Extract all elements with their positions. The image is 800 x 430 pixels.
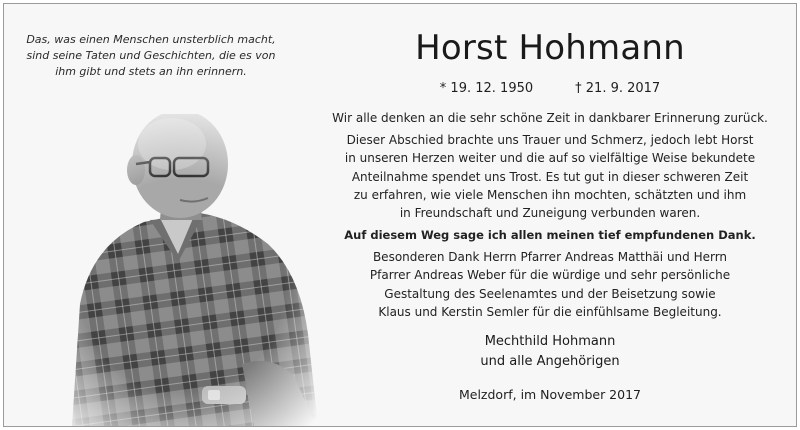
text-line: in unseren Herzen weiter und die auf so vielfältige Weise bekundete [344, 151, 756, 166]
signature-family: und alle Angehörigen [480, 354, 620, 370]
text-line: in Freundschaft und Zuneigung verbunden waren. [399, 206, 701, 221]
birth-date: * 19. 12. 1950 [439, 81, 534, 96]
portrait-photo [32, 114, 332, 426]
place-and-date: Melzdorf, im November 2017 [458, 387, 641, 403]
deceased-name: Horst Hohmann [415, 28, 685, 68]
text-line: Klaus und Kerstin Semler für die einfühlsame Begleitung. [378, 304, 722, 319]
quote-line: Das, was einen Menschen unsterblich macht, [26, 33, 276, 46]
obituary-card [3, 3, 797, 427]
text-line: Dieser Abschied brachte uns Trauer und Schmerz, jedoch lebt Horst [346, 133, 754, 148]
paragraph-remembrance [322, 109, 778, 127]
text-line: Anteilnahme spendet uns Trost. Es tut gut in dieser schweren Zeit [351, 169, 749, 184]
quote-line: ihm gibt und stets an ihn erinnern. [55, 65, 247, 78]
death-date: † 21. 9. 2017 [575, 81, 661, 96]
text-line: zu erfahren, wie viele Menschen ihn mochten, schätzten und ihm [353, 187, 747, 202]
signature-block [322, 332, 778, 372]
text-line: Besonderen Dank Herrn Pfarrer Andreas Matthäi und Herrn [372, 250, 728, 265]
quote-line: sind seine Taten und Geschichten, die es von [26, 49, 276, 62]
obituary-content [322, 28, 778, 404]
text-line: Gestaltung des Seelenamtes und der Beisetzung sowie [384, 286, 716, 301]
life-dates [322, 80, 778, 98]
paragraph-farewell [322, 131, 778, 222]
memorial-quote [26, 32, 276, 80]
text-line: Wir alle denken an die sehr schöne Zeit in dankbarer Erinnerung zurück. [332, 111, 768, 125]
text-line: Pfarrer Andreas Weber für die würdige und sehr persönliche [369, 268, 731, 283]
thanks-line: Auf diesem Weg sage ich allen meinen tief empfundenen Dank. [344, 228, 756, 243]
signature-name: Mechthild Hohmann [484, 334, 616, 350]
paragraph-special-thanks [322, 248, 778, 321]
